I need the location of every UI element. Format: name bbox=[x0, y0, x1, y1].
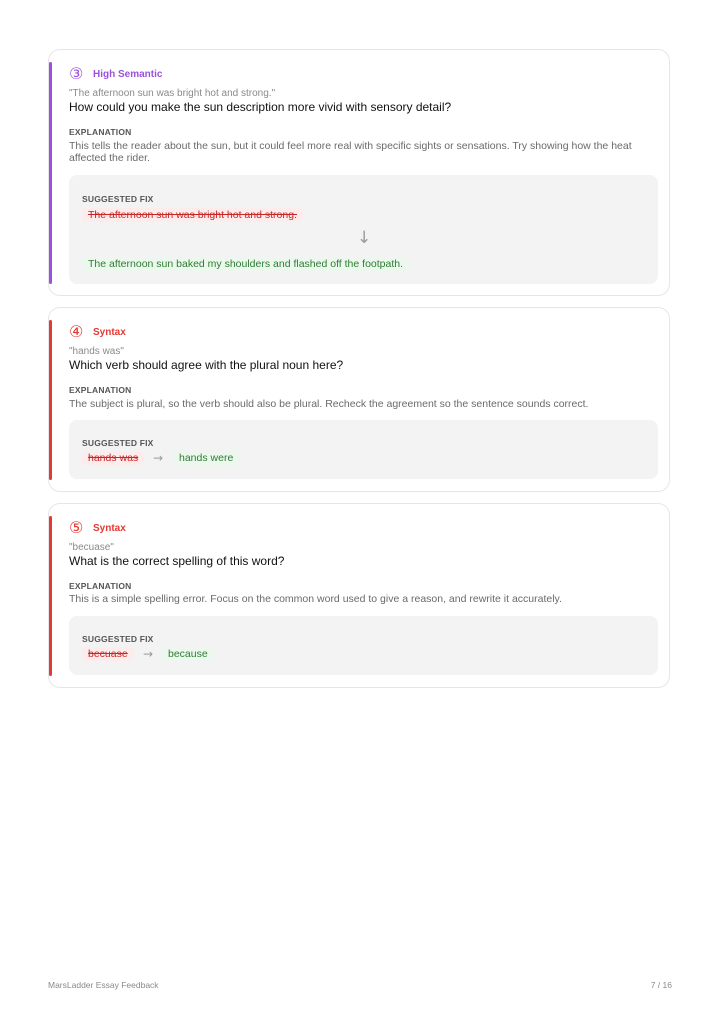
explanation-label: EXPLANATION bbox=[69, 581, 132, 591]
card-accent-bar bbox=[49, 320, 52, 480]
suggested-text: because bbox=[162, 647, 214, 661]
suggested-text: hands were bbox=[173, 451, 239, 465]
card-header bbox=[69, 520, 126, 536]
explanation-label: EXPLANATION bbox=[69, 127, 132, 137]
issue-quote: "hands was" bbox=[69, 346, 124, 357]
card-accent-bar bbox=[49, 62, 52, 284]
issue-number: ③ bbox=[69, 64, 84, 83]
original-text: hands was bbox=[82, 451, 144, 465]
issue-category: High Semantic bbox=[93, 68, 163, 80]
feedback-card bbox=[48, 307, 670, 492]
issue-category: Syntax bbox=[93, 326, 126, 338]
card-header bbox=[69, 324, 126, 340]
arrow-down-icon: ↓ bbox=[357, 228, 372, 248]
suggested-fix-label: SUGGESTED FIX bbox=[82, 438, 154, 448]
issue-category: Syntax bbox=[93, 522, 126, 534]
issue-question: Which verb should agree with the plural noun here? bbox=[69, 358, 344, 372]
original-text: becuase bbox=[82, 647, 134, 661]
feedback-card bbox=[48, 49, 670, 296]
suggested-fix-box bbox=[69, 420, 658, 479]
original-text: The afternoon sun was bright hot and strong. bbox=[82, 208, 303, 222]
issue-question: How could you make the sun description more vivid with sensory detail? bbox=[69, 100, 452, 114]
suggested-fix-label: SUGGESTED FIX bbox=[82, 194, 154, 204]
feedback-card bbox=[48, 503, 670, 688]
arrow-right-icon: → bbox=[153, 451, 164, 465]
suggested-fix-box bbox=[69, 175, 658, 284]
suggested-fix-label: SUGGESTED FIX bbox=[82, 634, 154, 644]
explanation-text: This tells the reader about the sun, but it could feel more real with specific sights or sensations. Try showing how the heat affected the rider. bbox=[69, 140, 632, 164]
page-number: 7 / 16 bbox=[650, 980, 672, 990]
explanation-text: This is a simple spelling error. Focus on the common word used to give a reason, and rewrite it accurately. bbox=[69, 593, 562, 605]
card-accent-bar bbox=[49, 516, 52, 676]
issue-number: ④ bbox=[69, 322, 84, 341]
issue-question: What is the correct spelling of this word? bbox=[69, 554, 285, 568]
footer-title: MarsLadder Essay Feedback bbox=[48, 980, 159, 990]
explanation-label: EXPLANATION bbox=[69, 385, 132, 395]
arrow-right-icon: → bbox=[143, 647, 154, 661]
issue-quote: "The afternoon sun was bright hot and strong." bbox=[69, 88, 276, 99]
issue-number: ⑤ bbox=[69, 518, 84, 537]
card-header bbox=[69, 66, 162, 82]
explanation-text: The subject is plural, so the verb should also be plural. Recheck the agreement so the sentence sounds correct. bbox=[69, 398, 589, 410]
suggested-text: The afternoon sun baked my shoulders and flashed off the footpath. bbox=[82, 257, 409, 271]
suggested-fix-box bbox=[69, 616, 658, 675]
issue-quote: "becuase" bbox=[69, 542, 114, 553]
